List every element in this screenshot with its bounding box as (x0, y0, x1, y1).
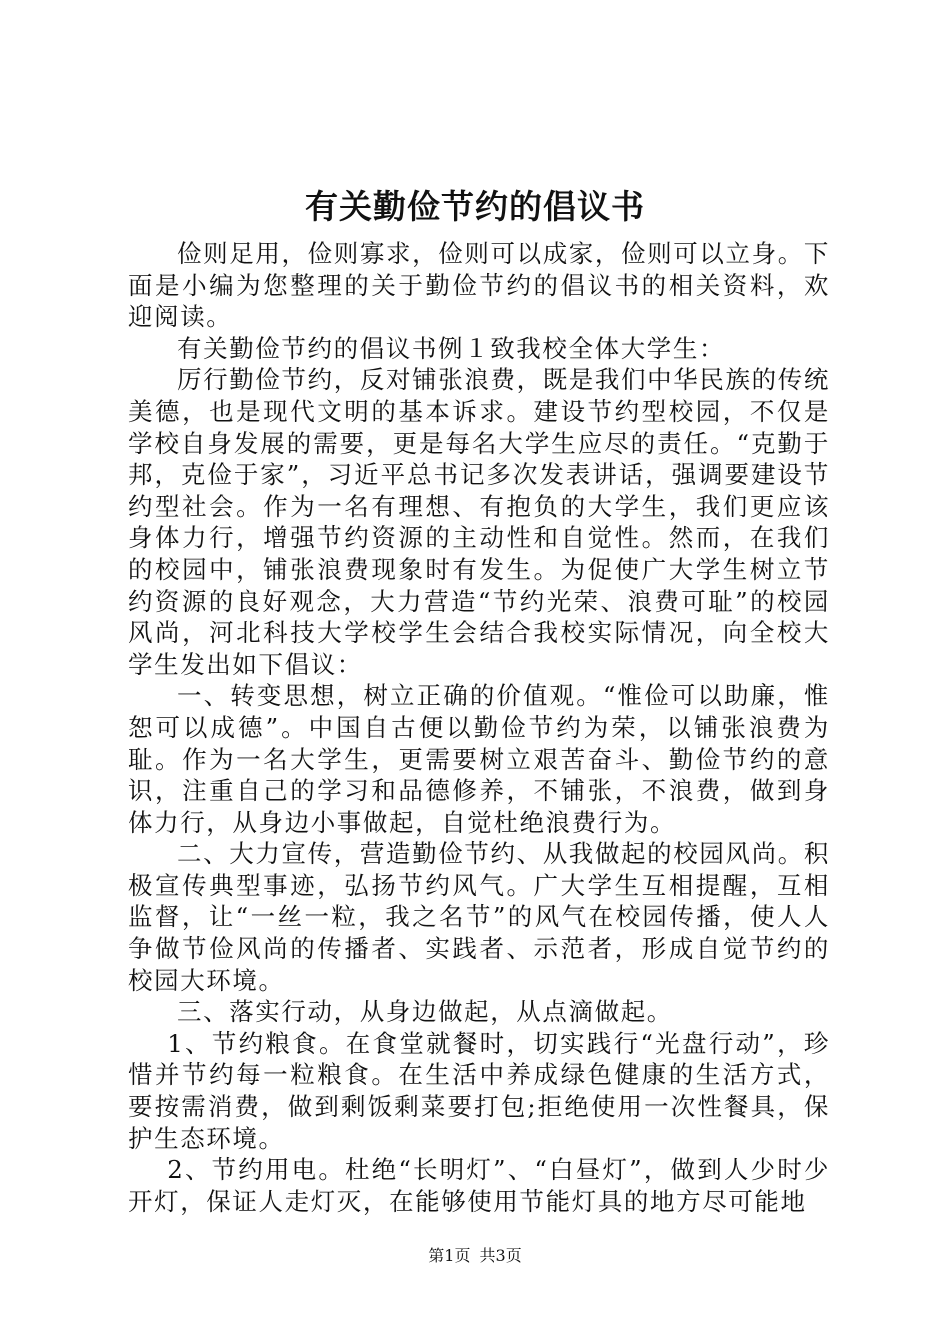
paragraph-point-3: 三、落实行动，从身边做起，从点滴做起。 (177, 997, 673, 1027)
page-number: 第1页 (428, 1246, 471, 1265)
paragraph-intro: 俭则足用，俭则寡求，俭则可以成家，俭则可以立身。下面是小编为您整理的关于勤俭节约的倡议书的相关资料，欢迎阅读。 (128, 239, 830, 332)
document-title: 有关勤俭节约的倡议书 (305, 187, 645, 226)
page-total: 共3页 (479, 1246, 522, 1265)
paragraph-item-2: 2、节约用电。杜绝“长明灯”、“白昼灯”，做到人少时少开灯，保证人走灯灭，在能够使用节能灯具的地方尽可能地 (128, 1155, 830, 1216)
document-body (128, 238, 830, 1217)
paragraph-point-1: 一、转变思想，树立正确的价值观。“惟俭可以助廉，惟恕可以成德”。中国自古便以勤俭节约为荣，以铺张浪费为耻。作为一名大学生，更需要树立艰苦奋斗、勤俭节约的意识，注重自己的学习和品德修养，不铺张，不浪费，做到身体力行，从身边小事做起，自觉杜绝浪费行为。 (128, 681, 830, 837)
paragraph-preamble: 厉行勤俭节约，反对铺张浪费，既是我们中华民族的传统美德，也是现代文明的基本诉求。建设节约型校园，不仅是学校自身发展的需要，更是每名大学生应尽的责任。“克勤于邦，克俭于家”，习近平总书记多次发表讲话，强调要建设节约型社会。作为一名有理想、有抱负的大学生，我们更应该身体力行，增强节约资源的主动性和自觉性。然而，在我们的校园中，铺张浪费现象时有发生。为促使广大学生树立节约资源的良好观念，大力营造“节约光荣、浪费可耻”的校园风尚，河北科技大学校学生会结合我校实际情况，向全校大学生发出如下倡议： (128, 365, 830, 679)
paragraph-item-1: 1、节约粮食。在食堂就餐时，切实践行“光盘行动”，珍惜并节约每一粒粮食。在生活中养成绿色健康的生活方式，要按需消费，做到剩饭剩菜要打包;拒绝使用一次性餐具，保护生态环境。 (128, 1028, 830, 1153)
paragraph-point-2: 二、大力宣传，营造勤俭节约、从我做起的校园风尚。积极宣传典型事迹，弘扬节约风气。广大学生互相提醒，互相监督，让“一丝一粒，我之名节”的风气在校园传播，使人人争做节俭风尚的传播者、实践者、示范者，形成自觉节约的校园大环境。 (128, 839, 830, 995)
paragraph-example-heading: 有关勤俭节约的倡议书例１致我校全体大学生： (177, 333, 726, 363)
page-footer (0, 1244, 950, 1268)
